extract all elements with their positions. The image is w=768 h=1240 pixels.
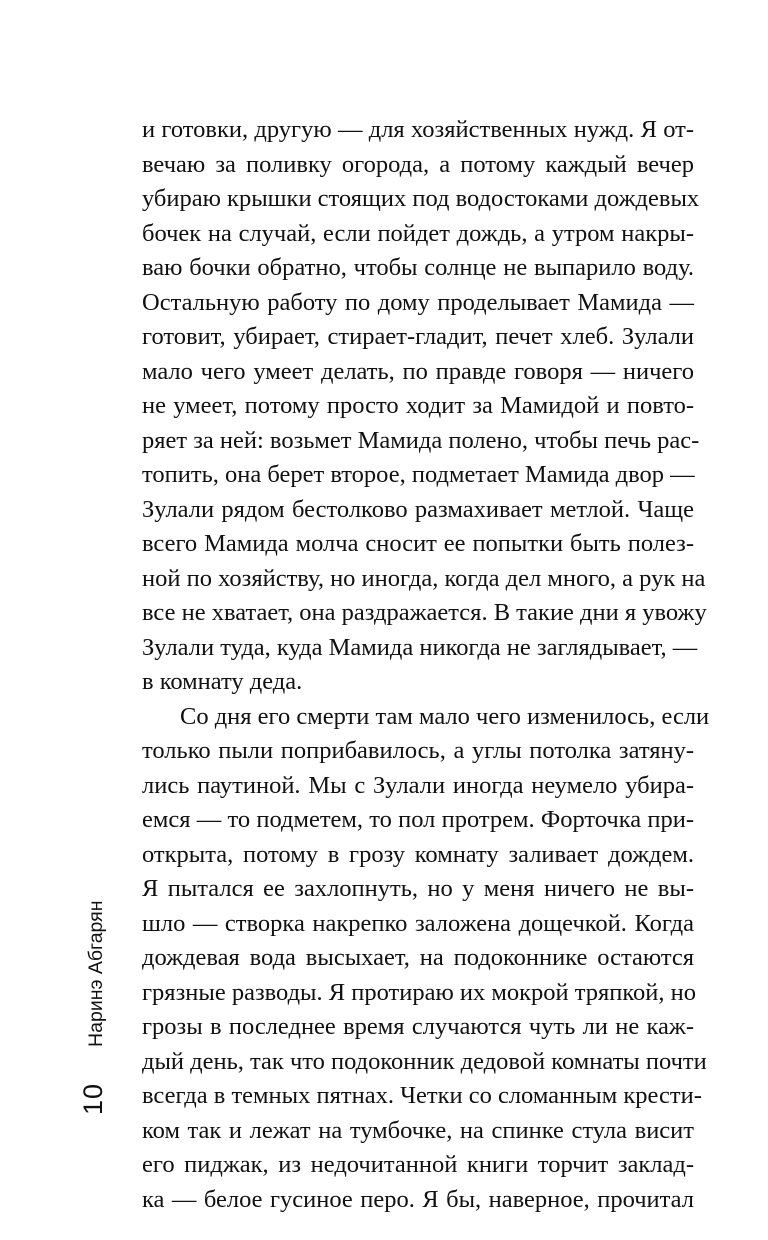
text-line: Зулали туда, куда Мамида никогда не заглядывает, —	[142, 633, 698, 661]
text-line: открыта, потому в грозу комнату заливает дождем.	[142, 840, 694, 868]
text-line: всегда в темных пятнах. Четки со сломанным крести-	[142, 1082, 702, 1109]
text-line: Я пытался ее захлопнуть, но у меня ничего не вы-	[142, 875, 694, 902]
text-line: шло — створка накрепко заложена дощечкой. Когда	[142, 909, 694, 937]
text-line: готовит, убирает, стирает-гладит, печет хлеб. Зулали	[142, 323, 694, 350]
text-line: ряет за ней: возьмет Мамида полено, чтобы печь рас-	[142, 426, 700, 454]
body-text	[142, 113, 710, 1217]
text-line: дождевая вода высыхает, на подоконнике остаются	[142, 944, 694, 971]
text-line: вечаю за поливку огорода, а потому каждый вечер	[142, 150, 694, 178]
text-line: Зулали рядом бестолково размахивает метлой. Чаще	[142, 495, 694, 523]
text-line: только пыли поприбавилось, а углы потолка затяну-	[142, 737, 694, 764]
text-line: все не хватает, она раздражается. В такие дни я увожу	[142, 599, 707, 626]
text-line: емся — то подметем, то пол протрем. Форточка при-	[142, 806, 694, 833]
text-line: ка — белое гусиное перо. Я бы, наверное, прочитал	[142, 1185, 694, 1213]
text-line: топить, она берет второе, подметает Мамида двор —	[142, 461, 695, 488]
page-number: 10	[78, 1082, 108, 1115]
text-line: лись паутиной. Мы с Зулали иногда неумело убира-	[142, 771, 694, 799]
text-line: дый день, так что подоконник дедовой комнаты почти	[142, 1047, 707, 1075]
text-line: всего Мамида молча сносит ее попытки быть полез-	[142, 530, 694, 557]
running-head	[78, 900, 109, 1115]
text-line: ной по хозяйству, но иногда, когда дел много, а рук на	[142, 564, 706, 592]
text-line: не умеет, потому просто ходит за Мамидой и повто-	[142, 392, 694, 419]
text-line: грязные разводы. Я протираю их мокрой тряпкой, но	[142, 978, 697, 1006]
text-line: в комнату деда.	[142, 668, 303, 695]
text-line: грозы в последнее время случаются чуть ли не каж-	[142, 1013, 694, 1040]
text-line: Остальную работу по дому проделывает Мамида —	[142, 288, 694, 316]
text-line: убираю крышки стоящих под водостоками дождевых	[142, 185, 700, 212]
paragraph	[142, 700, 710, 1218]
text-line: Со дня его смерти там мало чего изменилось, если	[180, 702, 710, 730]
text-line: ваю бочки обратно, чтобы солнце не выпарило воду.	[142, 254, 694, 281]
paragraph	[142, 113, 707, 700]
text-line: его пиджак, из недочитанной книги торчит заклад-	[142, 1151, 694, 1178]
text-line: мало чего умеет делать, по правде говоря — ничего	[142, 357, 694, 385]
author-name: Наринэ Абгарян	[85, 900, 107, 1047]
text-line: ком так и лежат на тумбочке, на спинке стула висит	[142, 1116, 694, 1144]
text-line: бочек на случай, если пойдет дождь, а утром накры-	[142, 219, 694, 247]
text-line: и готовки, другую — для хозяйственных нужд. Я от-	[142, 116, 694, 143]
